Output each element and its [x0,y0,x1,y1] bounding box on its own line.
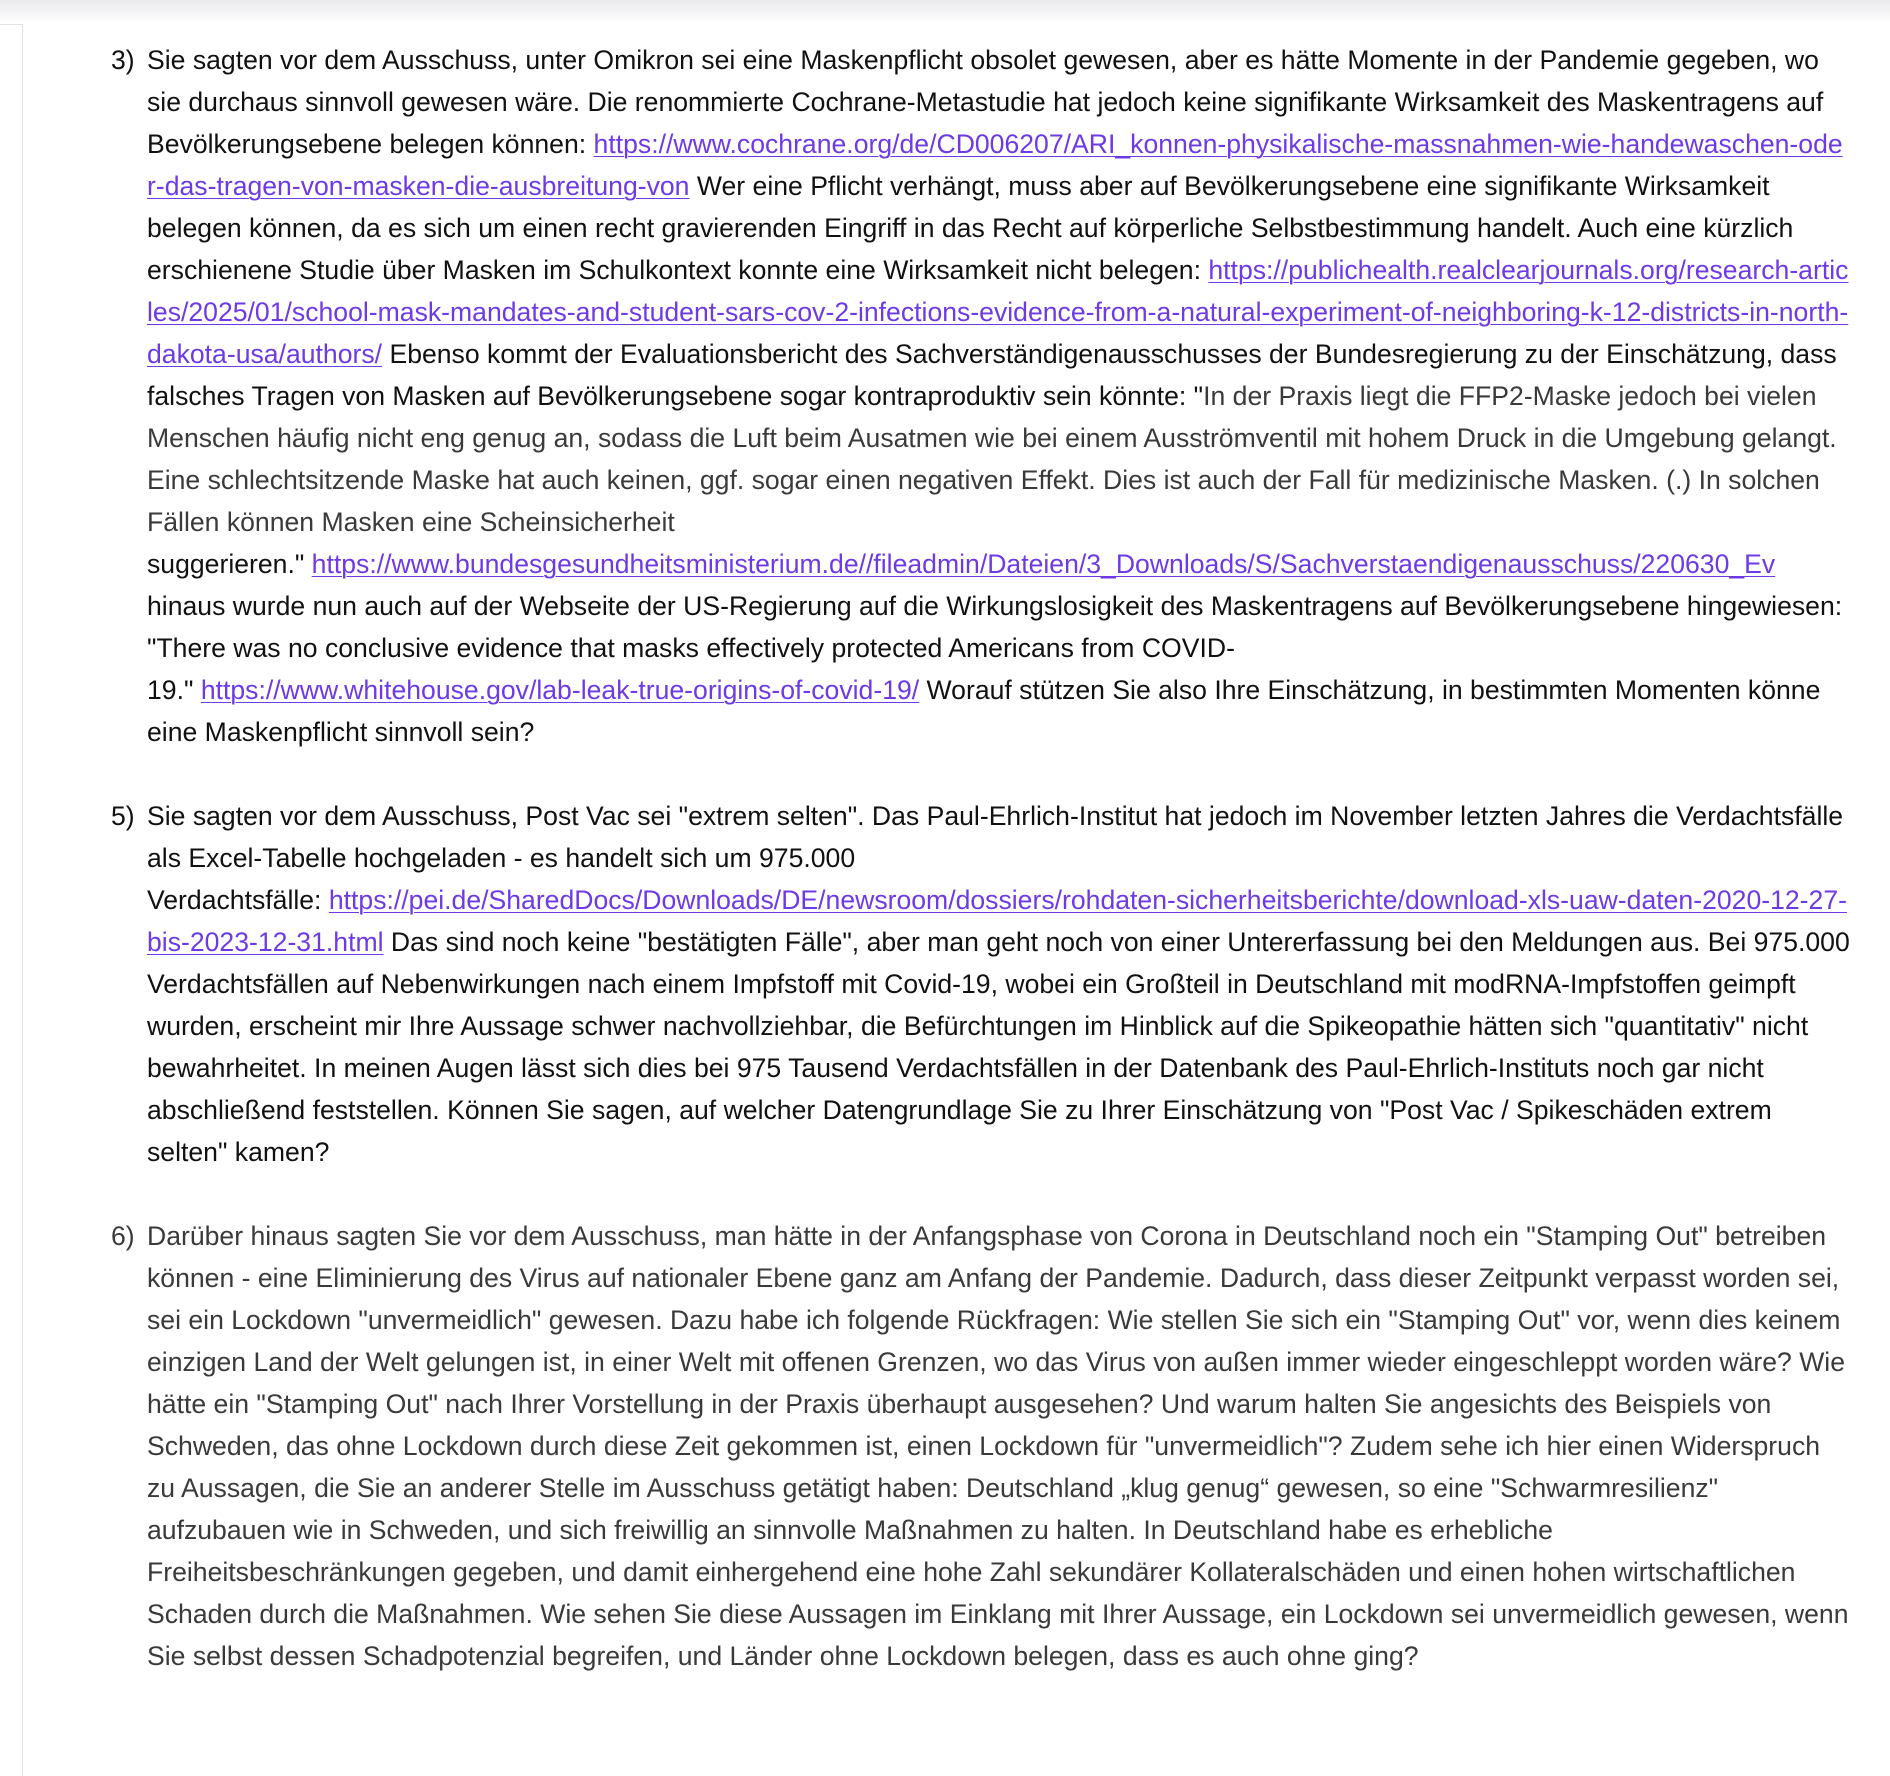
list-item-number: 6) [111,1221,135,1251]
whitehouse-link[interactable]: https://www.whitehouse.gov/lab-leak-true-origins-of-covid-19/ [200,675,920,705]
paragraph-text: Ebenso kommt der Evaluationsbericht des Sachverständigenausschusses der Bundesregierung zu der Einschätzung, dass falsches Tragen von Masken auf Bevölkerungsebene sogar kontraproduktiv sein könnte: " [147,339,1837,411]
quoted-text: In der Praxis liegt die FFP2-Maske jedoch bei vielen Menschen häufig nicht eng genug an, sodass die Luft beim Ausatmen wie bei einem Ausströmventil mit hohem Druck in die Umgebung gelangt. Eine schlechtsitzende Maske hat auch keinen, ggf. sogar einen negativen Effekt. Dies ist auch der Fall für medizinische Masken. (.) In solchen Fällen können Masken eine Scheinsicherheit [147,381,1837,537]
list-item-text [147,1215,1851,1677]
top-toolbar-edge [0,0,1890,25]
list-item-number: 3) [111,45,135,75]
list-item-number: 5) [111,801,135,831]
cochrane-link[interactable]: https://www.cochrane.org/de/CD006207/ARI_konnen-physikalische-massnahmen-wie-handewaschen-oder-das-tragen-von-masken-die-ausbreitung-von [147,129,1843,201]
list-item-3 [105,39,1875,753]
list-item-6 [105,1215,1875,1677]
paragraph-text: Worauf stützen Sie also Ihre Einschätzung, in bestimmten Momenten könne eine Maskenpflicht sinnvoll sein? [147,675,1821,747]
list-item-text [147,795,1851,1173]
pei-download-link[interactable]: https://pei.de/SharedDocs/Downloads/DE/newsroom/dossiers/rohdaten-sicherheitsberichte/download-xls-uaw-daten-2020-12-27-bis-2023-12-31.html [147,885,1847,957]
paragraph-text: suggerieren." [147,549,312,579]
publichealth-study-link[interactable]: https://publichealth.realclearjournals.org/research-articles/2025/01/school-mask-mandates-and-student-sars-cov-2-infections-evidence-from-a-natural-experiment-of-neighboring-k-12-districts-in-north-dakota-usa/authors/ [147,255,1849,369]
paragraph-text: Darüber hinaus sagten Sie vor dem Ausschuss, man hätte in der Anfangsphase von Corona in Deutschland noch ein "Stamping Out" betreiben können - eine Eliminierung des Virus auf nationaler Ebene ganz am Anfang der Pandemie. Dadurch, dass dieser Zeitpunkt verpasst worden sei, sei ein Lockdown "unvermeidlich" gewesen. Dazu habe ich folgende Rückfragen: Wie stellen Sie sich ein "Stamping Out" vor, wenn dies keinem einzigen Land der Welt gelungen ist, in einer Welt mit offenen Grenzen, wo das Virus von außen immer wieder eingeschleppt worden wäre? Wie hätte ein "Stamping Out" nach Ihrer Vorstellung in der Praxis überhaupt ausgesehen? Und warum halten Sie angesichts des Beispiels von Schweden, das ohne Lockdown durch diese Zeit gekommen ist, einen Lockdown für "unvermeidlich"? Zudem sehe ich hier einen Widerspruch zu Aussagen, die Sie an anderer Stelle im Ausschuss getätigt haben: Deutschland „klug genug“ gewesen, so eine "Schwarmresilienz" aufzubauen wie in Schweden, und sich freiwillig an sinnvolle Maßnahmen zu halten. In Deutschland habe es erhebliche Freiheitsbeschränkungen gegeben, und damit einhergehend eine hohe Zahl sekundärer Kollateralschäden und einen hohen wirtschaftlichen Schaden durch die Maßnahmen. Wie sehen Sie diese Aussagen im Einklang mit Ihrer Aussage, ein Lockdown sei unvermeidlich gewesen, wenn Sie selbst dessen Schadpotenzial begreifen, und Länder ohne Lockdown belegen, dass es auch ohne ging? [147,1221,1849,1671]
paragraph-text: Das sind noch keine "bestätigten Fälle", aber man geht noch von einer Untererfassung bei den Meldungen aus. Bei 975.000 Verdachtsfällen auf Nebenwirkungen nach einem Impfstoff mit Covid-19, wobei ein Großteil in Deutschland mit modRNA-Impfstoffen geimpft wurden, erscheint mir Ihre Aussage schwer nachvollziehbar, die Befürchtungen im Hinblick auf die Spikeopathie hätten sich "quantitativ" nicht bewahrheitet. In meinen Augen lässt sich dies bei 975 Tausend Verdachtsfällen in der Datenbank des Paul-Ehrlich-Instituts noch gar nicht abschließend feststellen. Können Sie sagen, auf welcher Datengrundlage Sie zu Ihrer Einschätzung von "Post Vac / Spikeschäden extrem selten" kamen? [147,927,1850,1167]
paragraph-text: Verdachtsfälle: [147,885,329,915]
paragraph-text: Sie sagten vor dem Ausschuss, Post Vac sei "extrem selten". Das Paul-Ehrlich-Institut hat jedoch im November letzten Jahres die Verdachtsfälle als Excel-Tabelle hochgeladen - es handelt sich um 975.000 [147,801,1844,873]
list-item-text [147,39,1851,753]
paragraph-text: 19." [147,675,201,705]
link-line [147,549,1775,579]
document-page [22,24,1890,1776]
paragraph-text: hinaus wurde nun auch auf der Webseite der US-Regierung auf die Wirkungslosigkeit des Maskentragens auf Bevölkerungsebene hingewiesen: "There was no conclusive evidence that masks effectively protected Americans from COVID- [147,591,1843,663]
list-item-5 [105,795,1875,1173]
document-content [105,39,1875,1719]
bundesgesundheitsministerium-link[interactable]: https://www.bundesgesundheitsministerium.de//fileadmin/Dateien/3_Downloads/S/Sachverstaendigenausschuss/220630_Ev [311,549,1776,579]
paragraph-text: Sie sagten vor dem Ausschuss, unter Omikron sei eine Maskenpflicht obsolet gewesen, aber es hätte Momente in der Pandemie gegeben, wo sie durchaus sinnvoll gewesen wäre. Die renommierte Cochrane-Metastudie hat jedoch keine signifikante Wirksamkeit des Maskentragens auf Bevölkerungsebene belegen können: [147,45,1824,159]
paragraph-text: Wer eine Pflicht verhängt, muss aber auf Bevölkerungsebene eine signifikante Wirksamkeit belegen können, da es sich um einen recht gravierenden Eingriff in das Recht auf körperliche Selbstbestimmung handelt. Auch eine kürzlich erschienene Studie über Masken im Schulkontext konnte eine Wirksamkeit nicht belegen: [147,171,1794,285]
